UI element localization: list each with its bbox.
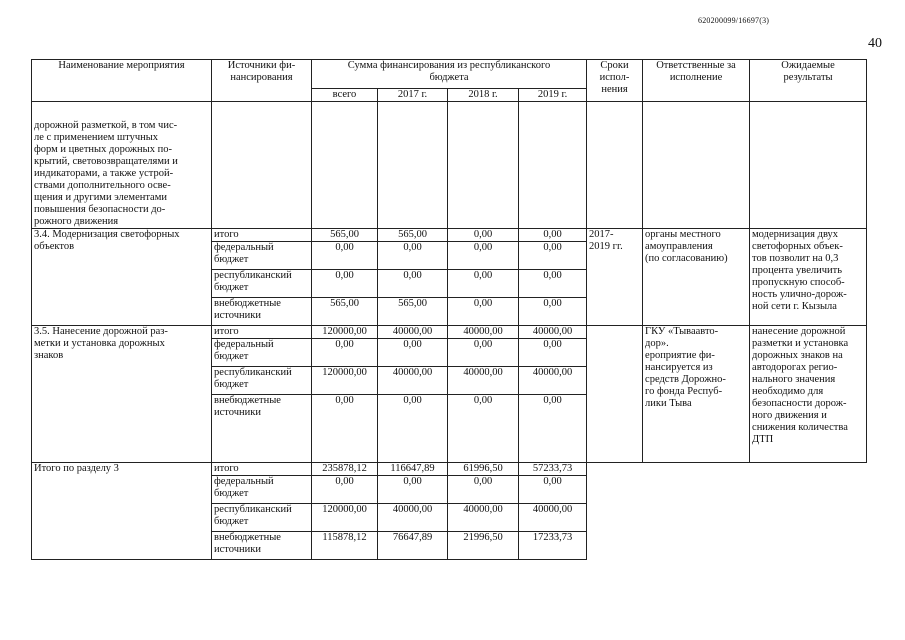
- amount-2018: 0,00: [448, 395, 519, 463]
- amount-2019: 0,00: [519, 395, 587, 463]
- amount-total: 0,00: [312, 339, 378, 367]
- funding-source: итого: [212, 326, 312, 339]
- amount-2019: 0,00: [519, 476, 587, 504]
- amount-2018: 61996,50: [448, 463, 519, 476]
- amount-2018: 40000,00: [448, 326, 519, 339]
- activity-name: Итого по разделу 3: [32, 463, 212, 560]
- amount-total: 0,00: [312, 270, 378, 298]
- empty-cell: [750, 102, 867, 229]
- header-total: всего: [312, 89, 378, 102]
- funding-source: итого: [212, 463, 312, 476]
- amount-2019: 57233,73: [519, 463, 587, 476]
- header-funding: Сумма финансирования из республиканского бюджета: [312, 60, 587, 89]
- funding-source: внебюджетные источники: [212, 395, 312, 463]
- activity-name: 3.4. Модернизация светофорных объектов: [32, 229, 212, 326]
- funding-source: федеральный бюджет: [212, 339, 312, 367]
- header-terms: Сроки испол- нения: [587, 60, 643, 102]
- funding-source: республиканский бюджет: [212, 504, 312, 532]
- amount-2019: 40000,00: [519, 367, 587, 395]
- document-id: 620200099/16697(3): [698, 16, 770, 25]
- header-2018: 2018 г.: [448, 89, 519, 102]
- amount-2017: 116647,89: [378, 463, 448, 476]
- amount-total: 0,00: [312, 242, 378, 270]
- amount-2017: 0,00: [378, 339, 448, 367]
- table-row: [32, 463, 867, 476]
- amount-total: 565,00: [312, 229, 378, 242]
- header-name: Наименование мероприятия: [32, 60, 212, 102]
- header-2017: 2017 г.: [378, 89, 448, 102]
- empty-cell: [212, 102, 312, 229]
- amount-2019: 0,00: [519, 339, 587, 367]
- expected-results: [750, 463, 867, 560]
- amount-2018: 0,00: [448, 339, 519, 367]
- continuation-text: дорожной разметкой, в том чис- ле с применением штучных форм и цветных дорожных по- крытий, световозвращателями и индикаторами, а также устрой- ствами дополнительного осве- щения и другими элементами повышения безопасности до- рожного движения: [32, 102, 212, 229]
- expected-results: нанесение дорожной разметки и установка дорожных знаков на автодорогах регио- нального значения необходимо для безопасности дорож- ного движения и снижения количества ДТП: [750, 326, 867, 463]
- amount-2017: 565,00: [378, 298, 448, 326]
- amount-total: 115878,12: [312, 532, 378, 560]
- amount-2019: 17233,73: [519, 532, 587, 560]
- empty-cell: [519, 102, 587, 229]
- amount-2019: 0,00: [519, 270, 587, 298]
- funding-source: республиканский бюджет: [212, 367, 312, 395]
- funding-table: [31, 59, 867, 560]
- amount-2017: 565,00: [378, 229, 448, 242]
- header-2019: 2019 г.: [519, 89, 587, 102]
- amount-2019: 40000,00: [519, 326, 587, 339]
- amount-total: 0,00: [312, 476, 378, 504]
- amount-2018: 0,00: [448, 476, 519, 504]
- amount-total: 565,00: [312, 298, 378, 326]
- empty-cell: [587, 102, 643, 229]
- expected-results: модернизация двух светофорных объек- тов позволит на 0,3 процента увеличить пропускную способ- ность улично-дорож- ной сети г. Кызыла: [750, 229, 867, 326]
- empty-cell: [378, 102, 448, 229]
- activity-name: 3.5. Нанесение дорожной раз- метки и установка дорожных знаков: [32, 326, 212, 463]
- amount-total: 120000,00: [312, 367, 378, 395]
- amount-2019: 0,00: [519, 242, 587, 270]
- amount-2018: 0,00: [448, 242, 519, 270]
- funding-source: внебюджетные источники: [212, 532, 312, 560]
- header-responsible: Ответственные за исполнение: [643, 60, 750, 102]
- execution-terms: [587, 326, 643, 463]
- amount-2017: 0,00: [378, 242, 448, 270]
- amount-2019: 0,00: [519, 229, 587, 242]
- amount-2018: 0,00: [448, 298, 519, 326]
- execution-terms: [587, 463, 643, 560]
- amount-2019: 40000,00: [519, 504, 587, 532]
- amount-total: 0,00: [312, 395, 378, 463]
- amount-total: 235878,12: [312, 463, 378, 476]
- responsible-party: органы местного амоуправления (по согласованию): [643, 229, 750, 326]
- amount-2017: 0,00: [378, 476, 448, 504]
- amount-2017: 0,00: [378, 270, 448, 298]
- responsible-party: ГКУ «Тываавто- дор». ероприятие фи- нансируется из средств Дорожно- го фонда Респуб- лики Тыва: [643, 326, 750, 463]
- amount-2017: 40000,00: [378, 367, 448, 395]
- funding-source: федеральный бюджет: [212, 476, 312, 504]
- execution-terms: 2017- 2019 гг.: [587, 229, 643, 326]
- amount-2018: 40000,00: [448, 367, 519, 395]
- amount-2017: 40000,00: [378, 326, 448, 339]
- amount-2018: 40000,00: [448, 504, 519, 532]
- amount-2018: 0,00: [448, 270, 519, 298]
- header-sources: Источники фи- нансирования: [212, 60, 312, 102]
- empty-cell: [312, 102, 378, 229]
- amount-2017: 40000,00: [378, 504, 448, 532]
- amount-2018: 0,00: [448, 229, 519, 242]
- empty-cell: [643, 102, 750, 229]
- table-row: [32, 229, 867, 242]
- funding-source: внебюджетные источники: [212, 298, 312, 326]
- amount-total: 120000,00: [312, 326, 378, 339]
- amount-2017: 0,00: [378, 395, 448, 463]
- funding-source: федеральный бюджет: [212, 242, 312, 270]
- header-results: Ожидаемые результаты: [750, 60, 867, 102]
- amount-2019: 0,00: [519, 298, 587, 326]
- funding-source: итого: [212, 229, 312, 242]
- amount-2018: 21996,50: [448, 532, 519, 560]
- responsible-party: [643, 463, 750, 560]
- page-number: 40: [868, 36, 882, 51]
- table-row: [32, 326, 867, 339]
- empty-cell: [448, 102, 519, 229]
- amount-2017: 76647,89: [378, 532, 448, 560]
- amount-total: 120000,00: [312, 504, 378, 532]
- funding-source: республиканский бюджет: [212, 270, 312, 298]
